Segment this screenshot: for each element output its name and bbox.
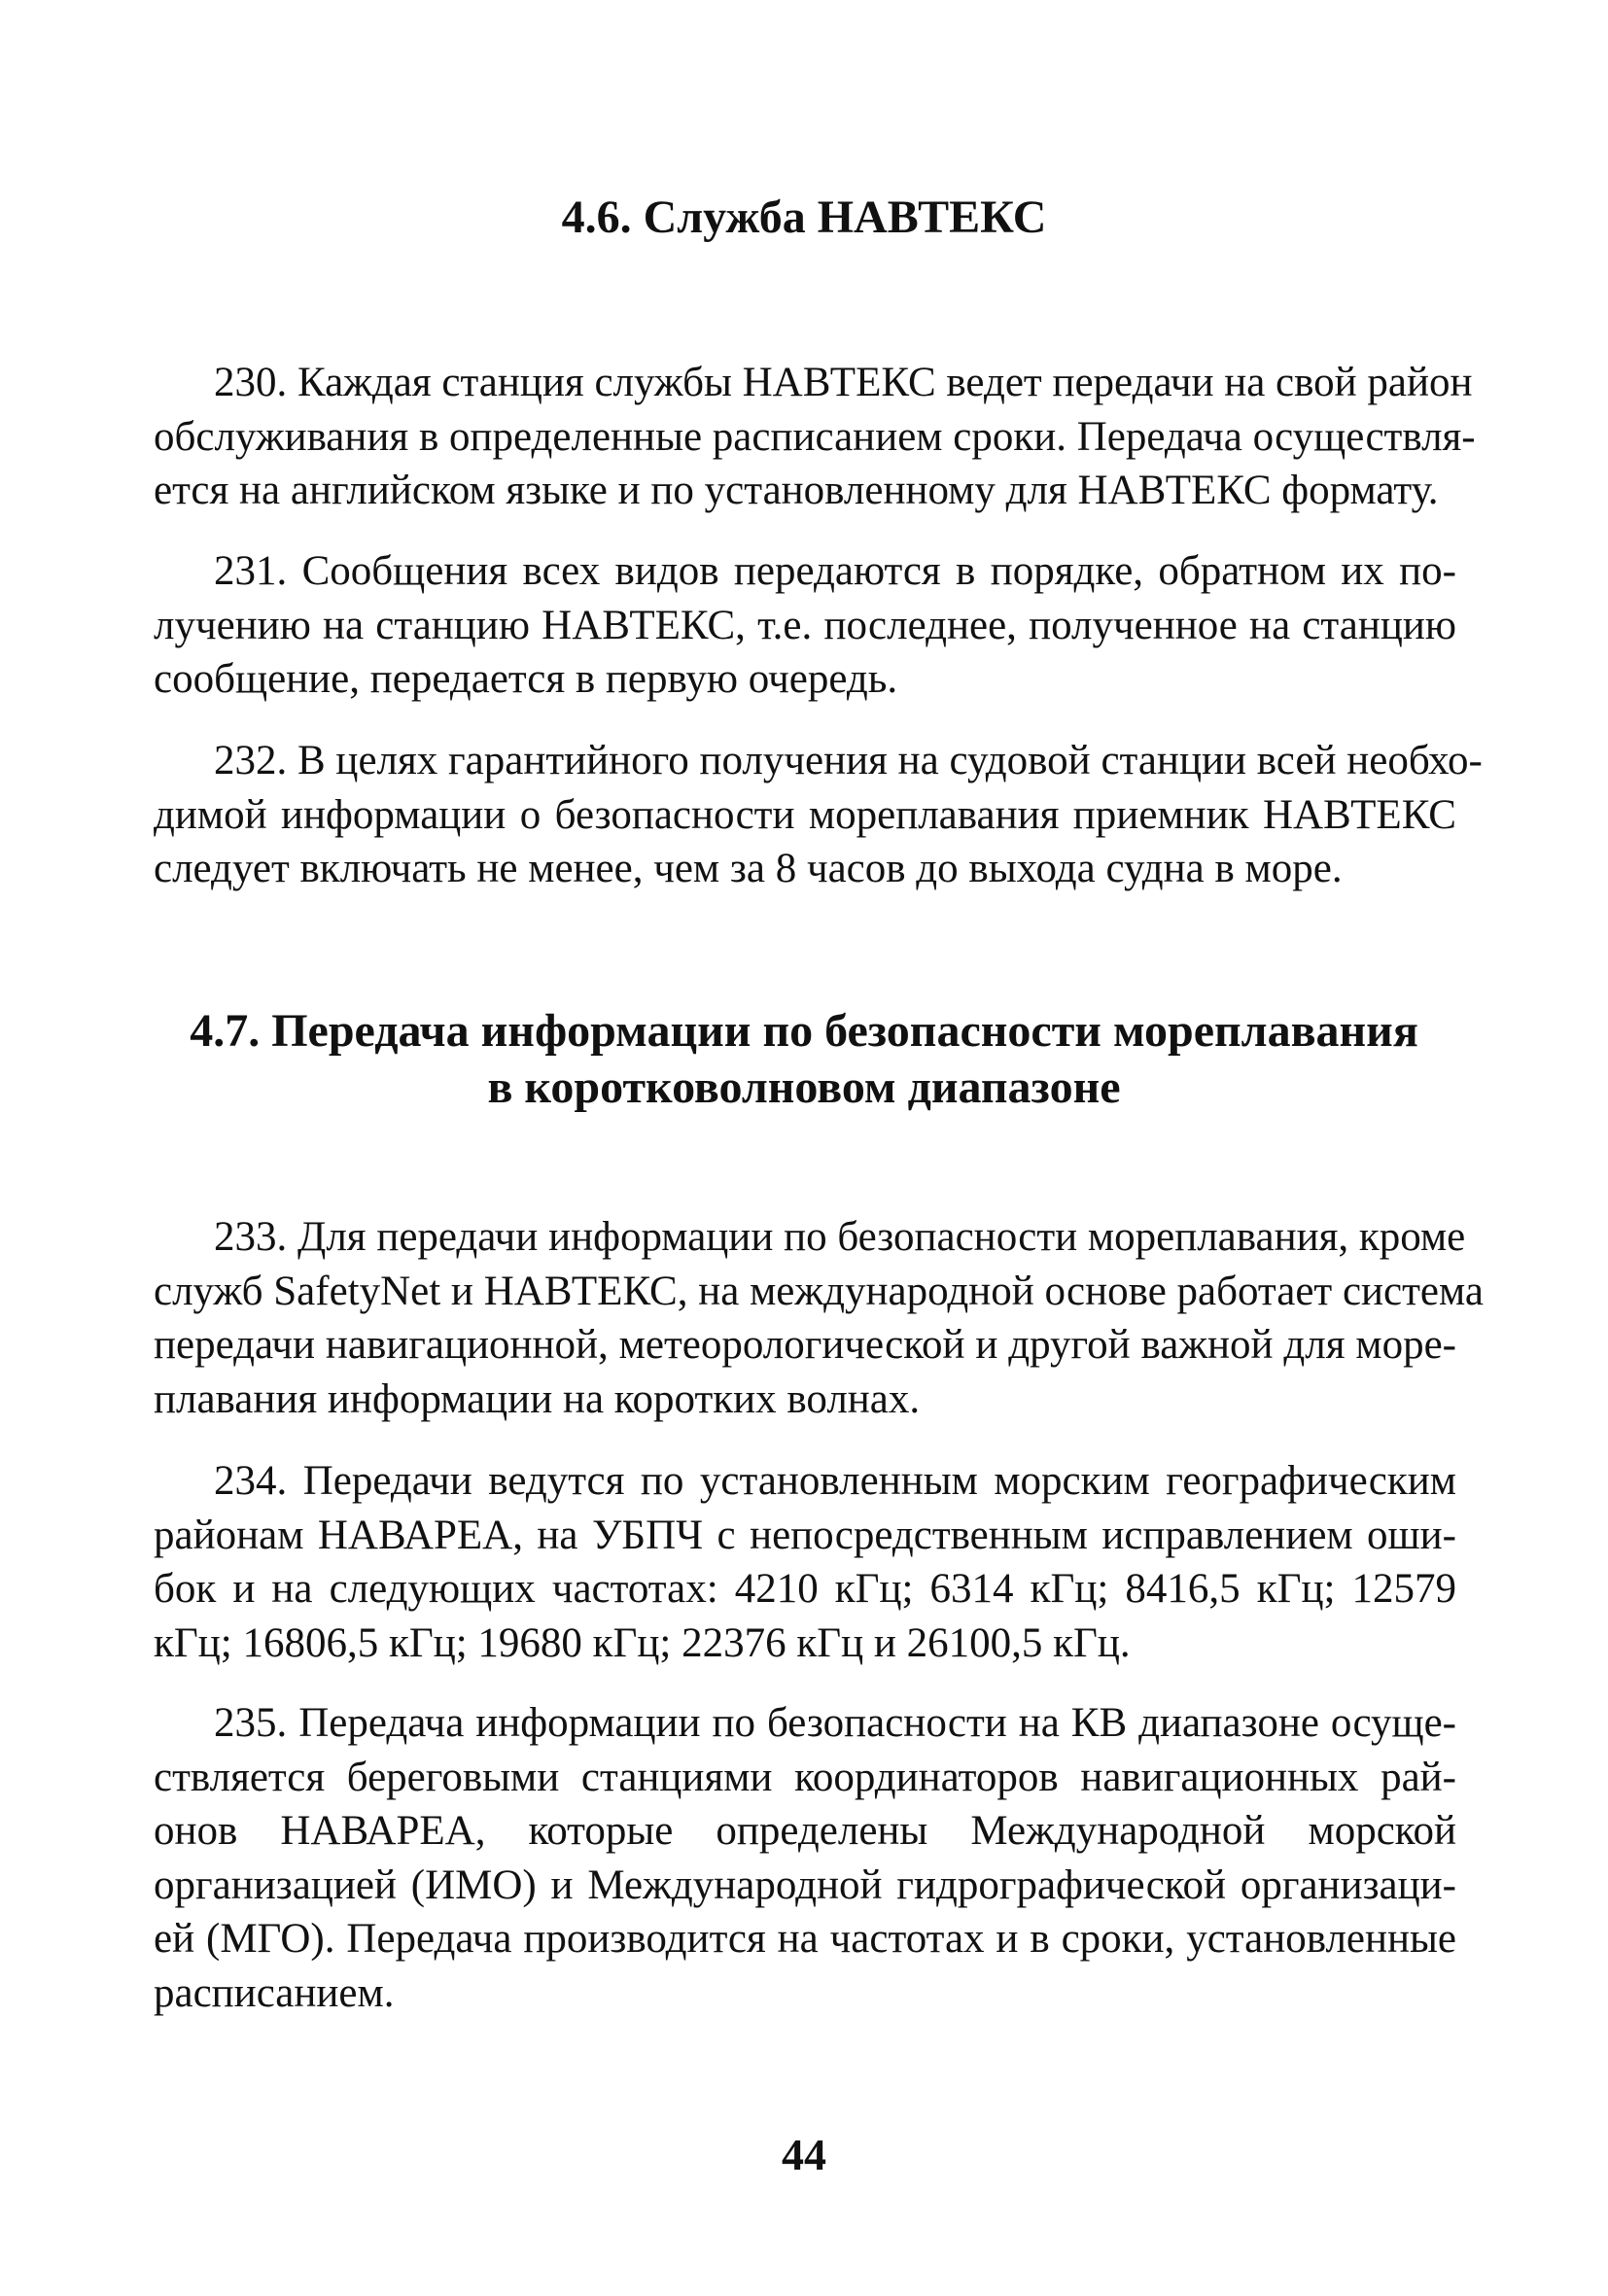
paragraph-230	[154, 356, 1476, 518]
page-number: 44	[782, 2130, 826, 2179]
paragraph-line: 231. Сообщения всех видов передаются в порядке, обратном их по-	[214, 548, 1456, 594]
paragraph-line: служб SafetyNet и НАВТЕКС, на международной основе работает система	[154, 1268, 1485, 1314]
paragraph-line: сообщение, передается в первую очередь.	[154, 656, 898, 702]
paragraph-line: 233. Для передачи информации по безопасности мореплавания, кроме	[214, 1214, 1466, 1260]
section-4-6-heading: 4.6. Служба НАВТЕКС	[561, 191, 1047, 243]
section-4-7-heading-line-1: 4.7. Передача информации по безопасности мореплавания	[190, 1005, 1418, 1057]
paragraph-line: ей (МГО). Передача производится на частотах и в сроки, установленные	[154, 1916, 1456, 1962]
paragraph-232	[154, 734, 1483, 896]
paragraph-line: ствляется береговыми станциями координаторов навигационных рай-	[154, 1754, 1456, 1800]
paragraph-line: димой информации о безопасности мореплавания приемник НАВТЕКС	[154, 791, 1456, 838]
paragraph-line: 230. Каждая станция службы НАВТЕКС ведет передачи на свой район	[214, 360, 1473, 405]
paragraph-line: расписанием.	[154, 1969, 395, 2016]
paragraph-line: онов НАВАРЕА, которые определены Международной морской	[154, 1808, 1456, 1854]
paragraph-line: лучению на станцию НАВТЕКС, т.е. последнее, полученное на станцию	[154, 602, 1456, 648]
section-4-7-heading-line-2: в коротковолновом диапазоне	[487, 1061, 1121, 1113]
paragraph-line: передачи навигационной, метеорологической и другой важной для море-	[154, 1322, 1456, 1368]
paragraph-233	[154, 1210, 1485, 1426]
paragraph-235	[154, 1696, 1456, 2020]
paragraph-line: организацией (ИМО) и Международной гидрографической организаци-	[154, 1861, 1456, 1908]
section-4-7-heading	[0, 1003, 1608, 1116]
paragraph-line: 235. Передача информации по безопасности на КВ диапазоне осуще-	[214, 1700, 1456, 1746]
paragraph-line: плавания информации на коротких волнах.	[154, 1375, 921, 1422]
paragraph-234	[154, 1454, 1456, 1670]
paragraph-231	[154, 544, 1456, 707]
paragraph-line: обслуживания в определенные расписанием сроки. Передача осуществля-	[154, 413, 1476, 460]
paragraph-line: 234. Передачи ведутся по установленным морским географическим	[214, 1458, 1456, 1504]
paragraph-line: кГц; 16806,5 кГц; 19680 кГц; 22376 кГц и 26100,5 кГц.	[154, 1619, 1131, 1666]
paragraph-line: ется на английском языке и по установленному для НАВТЕКС формату.	[154, 468, 1439, 513]
paragraph-line: районам НАВАРЕА, на УБПЧ с непосредственным исправлением оши-	[154, 1512, 1456, 1558]
paragraph-line: следует включать не менее, чем за 8 часов до выхода судна в море.	[154, 846, 1343, 891]
paragraph-line: бок и на следующих частотах: 4210 кГц; 6314 кГц; 8416,5 кГц; 12579	[154, 1566, 1456, 1612]
paragraph-line: 232. В целях гарантийного получения на судовой станции всей необхо-	[214, 738, 1483, 783]
